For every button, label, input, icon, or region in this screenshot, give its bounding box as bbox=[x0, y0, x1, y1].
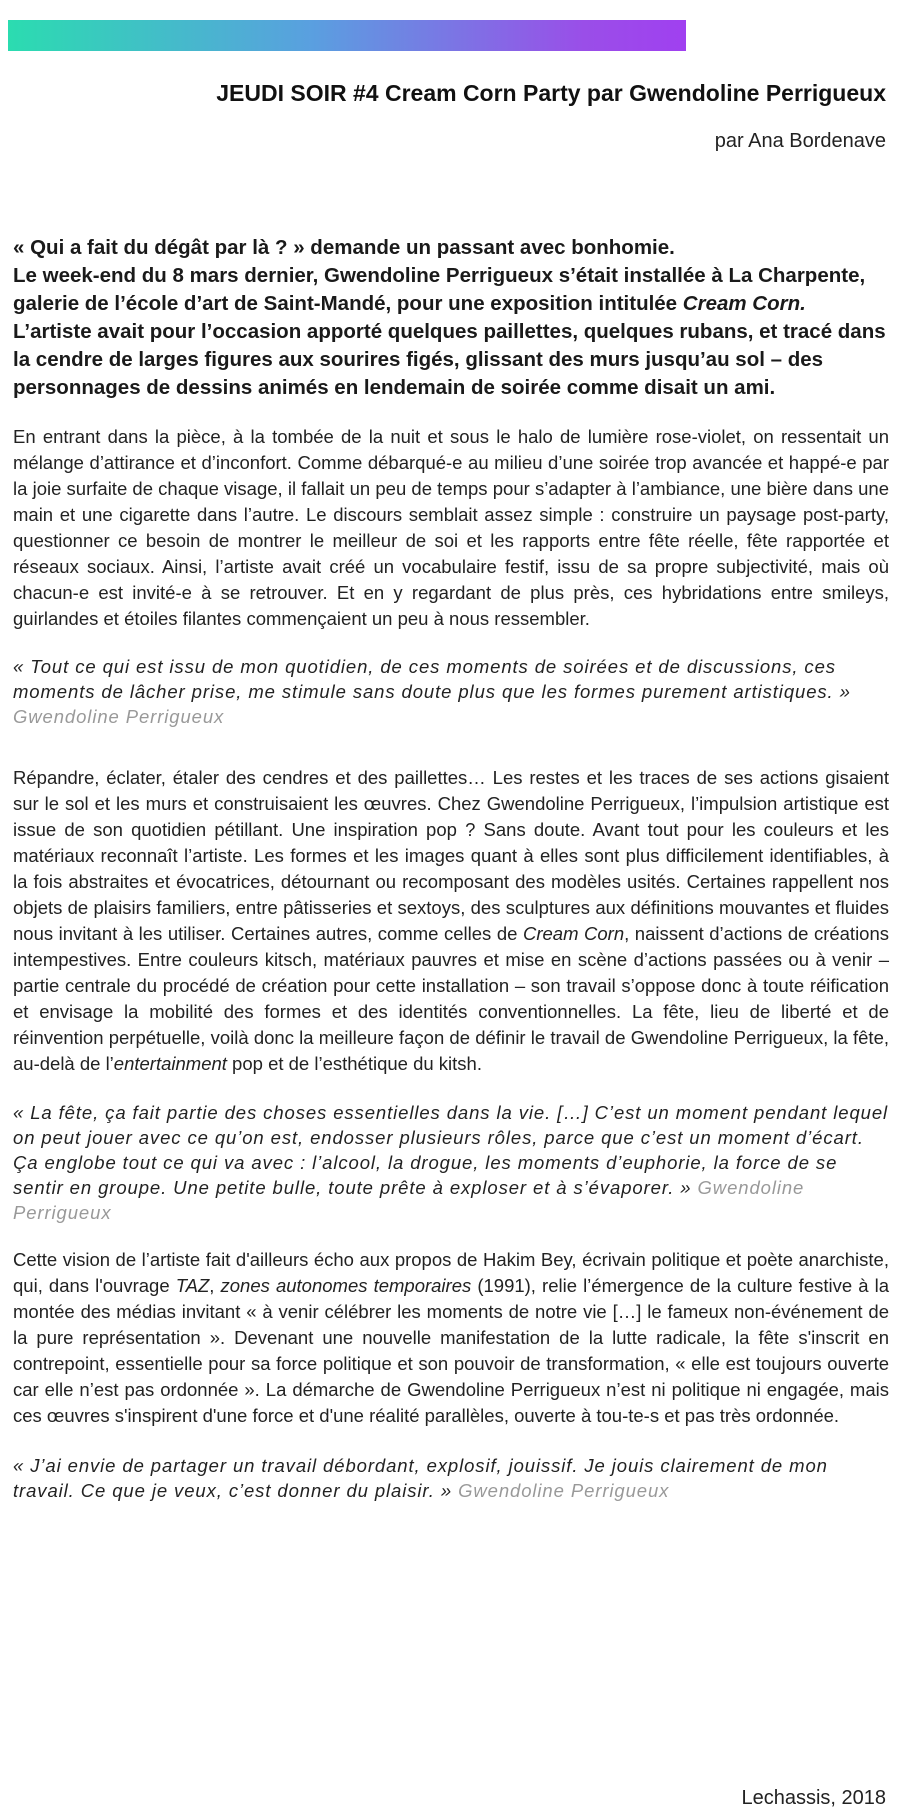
book-title-taz: TAZ bbox=[175, 1275, 210, 1296]
quote-2 bbox=[13, 1100, 889, 1225]
body-paragraph-3-text-b: (1991), relie l’émergence de la culture festive à la montée des médias invitant « à venir célébrer les moments de notre vie […] le fameux non-événement de la pure représentation ». Devenant une nouvelle manifestation de la lutte radicale, la fête s'inscrit en contrepoint, essentielle pour sa force politique et son pouvoir de transformation, « elle est toujours ouverte car elle n’est pas ordonnée ». La démarche de Gwendoline Perrigueux n’est ni politique ni engagée, mais ces œuvres s'inspirent d'une force et d'une réalité parallèles, ouverte à tou-te-s et pas très ordonnée. bbox=[13, 1275, 889, 1426]
footer-credit: Lechassis, 2018 bbox=[741, 1787, 886, 1809]
quote-1 bbox=[13, 654, 889, 729]
body-paragraph-2 bbox=[13, 765, 889, 1077]
intro-line-1: « Qui a fait du dégât par là ? » demande un passant avec bonhomie. bbox=[13, 236, 675, 259]
body-paragraph-3-text-a: Cette vision de l’artiste fait d'ailleurs écho aux propos de Hakim Bey, écrivain politique et poète anarchiste, qui, dans l'ouvrage bbox=[13, 1249, 889, 1296]
entertainment-em: entertainment bbox=[113, 1053, 227, 1074]
exhibition-title-em: Cream Corn bbox=[522, 923, 625, 944]
quote-3-author: Gwendoline Perrigueux bbox=[458, 1480, 670, 1501]
gradient-header-bar bbox=[8, 20, 686, 51]
article-body bbox=[13, 234, 889, 1503]
body-paragraph-3 bbox=[13, 1247, 889, 1429]
quote-1-text: « Tout ce qui est issu de mon quotidien, de ces moments de soirées et de discussions, ces moments de lâcher prise, me stimule sans doute plus que les formes purement artistiques. » bbox=[13, 656, 851, 702]
intro-exhibition-title: Cream Corn. bbox=[682, 292, 806, 315]
quote-1-author: Gwendoline Perrigueux bbox=[13, 706, 225, 727]
quote-2-author: Gwendoline Perrigueux bbox=[13, 1177, 805, 1223]
quote-3-text: « J’ai envie de partager un travail débordant, explosif, jouissif. Je jouis clairement de mon travail. Ce que je veux, c’est donner du plaisir. » bbox=[13, 1455, 828, 1501]
body-paragraph-2-text-a: Répandre, éclater, étaler des cendres et des paillettes… Les restes et les traces de ses actions gisaient sur le sol et les murs et construisaient les œuvres. Chez Gwendoline Perrigueux, l’impulsion artistique est issue de son quotidien pétillant. Une inspiration pop ? Sans doute. Avant tout pour les couleurs et les matériaux reconnaît l’artiste. Les formes et les images quant à elles sont plus difficilement identifiables, à la fois abstraites et évocatrices, détournant ou recomposant des modèles usités. Certaines rappellent nos objets de plaisirs familiers, entre pâtisseries et sextoys, des sculptures aux définitions mouvantes et fluides nous invitant à les utiliser. Certaines autres, comme celles de bbox=[13, 767, 889, 944]
body-paragraph-1: En entrant dans la pièce, à la tombée de la nuit et sous le halo de lumière rose-violet, on ressentait un mélange d’attirance et d’inconfort. Comme débarqué-e au milieu d’une soirée trop avancée et happé-e par la joie surfaite de chaque visage, il fallait un peu de temps pour s’adapter à l’ambiance, une bière dans une main et une cigarette dans l’autre. Le discours semblait assez simple : construire un paysage post-party, questionner ce besoin de montrer le meilleur de soi et les rapports entre fête réelle, fête rapportée et réseaux sociaux. Ainsi, l’artiste avait créé un vocabulaire festif, issu de sa propre subjectivité, mais où chacun-e est invité-e à se retrouver. Et en y regardant de plus près, ces hybridations entre smileys, guirlandes et étoiles filantes commençaient un peu à nous ressembler. bbox=[13, 426, 889, 629]
body-paragraph-3-sep: , bbox=[209, 1275, 221, 1296]
body-paragraph-2-text-b: , naissent d’actions de créations intempestives. Entre couleurs kitsch, matériaux pauvres et mise en scène d’actions passées ou à venir – partie centrale du procédé de création pour cette installation – son travail s’oppose donc à toute réification et envisage la mobilité des formes et des identités conventionnelles. La fête, lieu de liberté et de réinvention perpétuelle, voilà donc la meilleure façon de définir le travail de Gwendoline Perrigueux, la fête, au-delà de l’ bbox=[13, 923, 890, 1074]
article-byline: par Ana Bordenave bbox=[714, 130, 886, 152]
article-title: JEUDI SOIR #4 Cream Corn Party par Gwendoline Perrigueux bbox=[216, 80, 886, 106]
body-paragraph-2-text-c: pop et de l’esthétique du kitsh. bbox=[226, 1053, 482, 1074]
intro-paragraph bbox=[13, 234, 889, 402]
intro-line-2: Le week-end du 8 mars dernier, Gwendoline Perrigueux s’était installée à La Charpente, galerie de l’école d’art de Saint-Mandé, pour une exposition intitulée bbox=[13, 264, 866, 315]
quote-3 bbox=[13, 1453, 889, 1503]
book-subtitle: zones autonomes temporaires bbox=[220, 1275, 472, 1296]
intro-line-2-end: L’artiste avait pour l’occasion apporté quelques paillettes, quelques rubans, et tracé dans la cendre de larges figures aux sourires figés, glissant des murs jusqu’au sol – des personnages de dessins animés en lendemain de soirée comme disait un ami. bbox=[13, 320, 886, 399]
quote-2-text: « La fête, ça fait partie des choses essentielles dans la vie. […] C’est un moment pendant lequel on peut jouer avec ce qu’on est, endosser plusieurs rôles, parce que c’est un moment d’écart. Ça englobe tout ce qui va avec : l’alcool, la drogue, les moments d’euphorie, la force de se sentir en groupe. Une petite bulle, toute prête à exploser et à s’évaporer. » bbox=[13, 1102, 889, 1198]
